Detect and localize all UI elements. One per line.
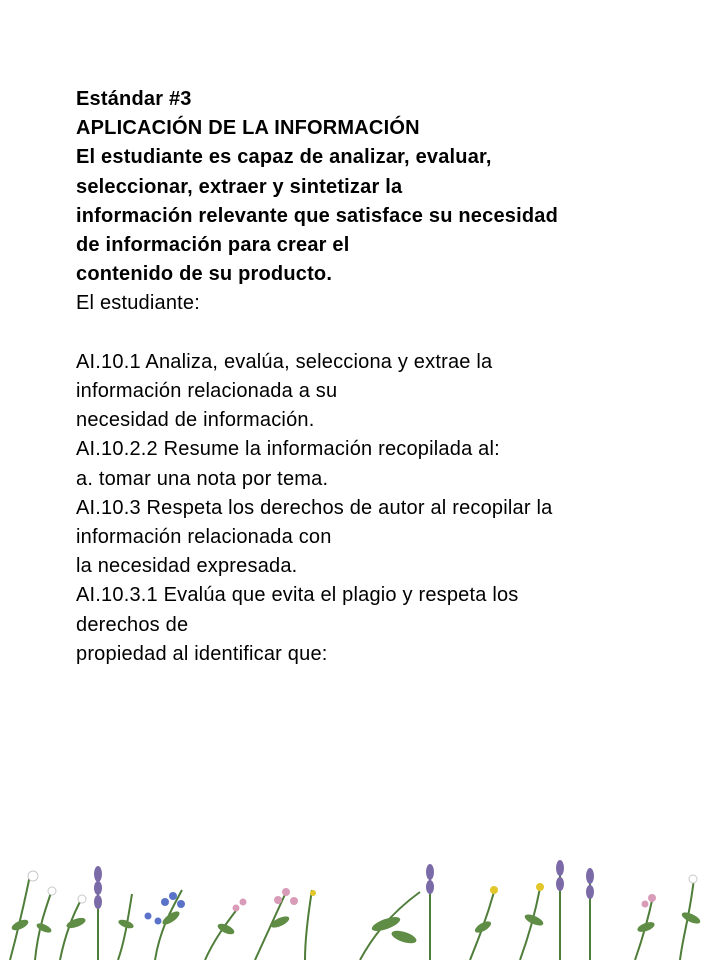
standard-description-line: El estudiante es capaz de analizar, evaluar,: [76, 146, 492, 169]
indicator-line: derechos de: [76, 613, 189, 636]
standard-description-line: contenido de su producto.: [76, 263, 333, 286]
student-intro: El estudiante:: [76, 292, 200, 315]
indicator-line: propiedad al identificar que:: [76, 642, 328, 665]
indicator-line: necesidad de información.: [76, 409, 315, 432]
standard-text-block: [76, 85, 706, 669]
standard-title: APLICACIÓN DE LA INFORMACIÓN: [76, 117, 420, 140]
standard-description-line: seleccionar, extraer y sintetizar la: [76, 175, 403, 198]
standard-description-line: información relevante que satisface su necesidad: [76, 204, 559, 227]
standard-description-line: de información para crear el: [76, 234, 350, 257]
indicator-line: a. tomar una nota por tema.: [76, 467, 329, 490]
blank-spacer: [76, 319, 706, 348]
indicator-line: AI.10.1 Analiza, evalúa, selecciona y extrae la: [76, 350, 493, 373]
indicator-line: información relacionada con: [76, 526, 332, 549]
indicator-line: AI.10.3.1 Evalúa que evita el plagio y respeta los: [76, 584, 519, 607]
standard-number: Estándar #3: [76, 88, 192, 110]
indicator-line: información relacionada a su: [76, 380, 338, 403]
indicator-line: AI.10.3 Respeta los derechos de autor al recopilar la: [76, 496, 553, 519]
indicator-line: la necesidad expresada.: [76, 555, 298, 578]
indicator-line: AI.10.2.2 Resume la información recopilada al:: [76, 438, 500, 461]
wildflower-border-icon: [0, 820, 720, 960]
